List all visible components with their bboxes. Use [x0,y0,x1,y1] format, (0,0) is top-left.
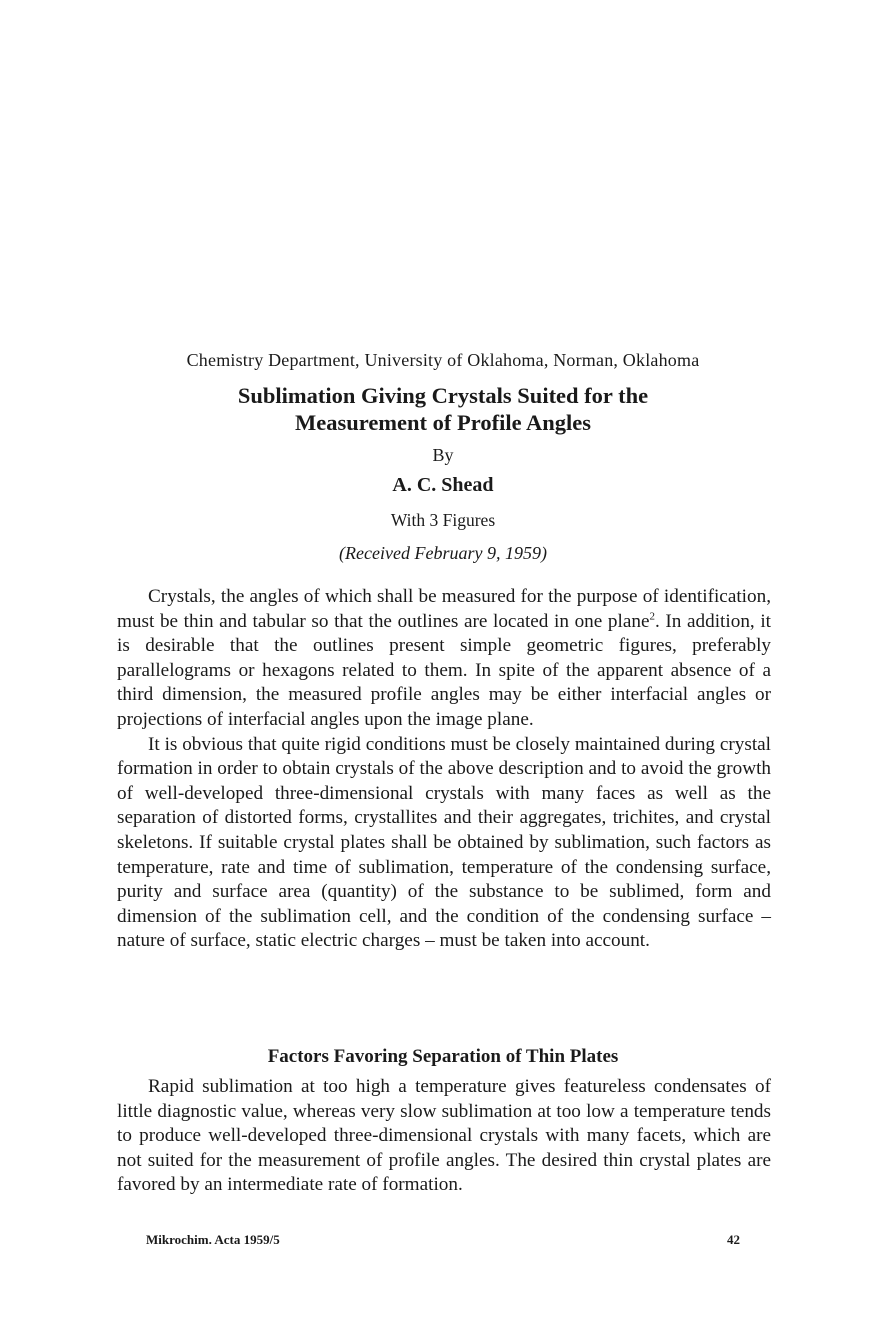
paragraph-1 [117,585,771,733]
journal-citation: Mikrochim. Acta 1959/5 [146,1232,280,1247]
body-block-section [117,1075,771,1198]
figures-note: With 3 Figures [390,510,496,530]
paper-title-line-1: Sublimation Giving Crystals Suited for the [237,383,649,408]
page-number: 42 [727,1232,740,1247]
section-heading: Factors Favoring Separation of Thin Plates [267,1046,619,1067]
by-line: By [432,445,454,465]
paper-title-line-2: Measurement of Profile Angles [295,410,591,435]
author-name: A. C. Shead [392,474,494,496]
paragraph-3: Rapid sublimation at too high a temperature gives featureless condensates of little diagnostic value, whereas very slow sublimation at too low a temperature tends to produce well-developed three-dimensional crystals with many facets, which are not suited for the measurement of profile angles. The desired thin crystal plates are favored by an intermediate rate of formation. [117,1076,771,1196]
body-block-intro [117,585,771,954]
footnote-reference: 2 [649,610,655,623]
received-date: (Received February 9, 1959) [339,543,547,563]
paragraph-1-text-a: Crystals, the angles of which shall be measured for the purpose of identification, must be thin and tabular so that the outlines are located in one plane [117,586,771,632]
author-affiliation: Chemistry Department, University of Oklahoma, Norman, Oklahoma [186,350,700,370]
paper-title [0,382,886,436]
paragraph-2: It is obvious that quite rigid conditions must be closely maintained during crystal formation in order to obtain crystals of the above description and to avoid the growth of well-developed three-dimensional crystals with many faces as well as the separation of distorted forms, crystallites and their aggregates, trichites, and crystal skeletons. If suitable crystal plates shall be obtained by sublimation, such factors as temperature, rate and time of sublimation, temperature of the condensing surface, purity and surface area (quantity) of the substance to be sublimed, form and dimension of the sublimation cell, and the condition of the condensing surface – nature of surface, static electric charges – must be taken into account. [117,733,771,952]
paragraph-1-text-b: . In addition, it is desirable that the outlines present simple geometric figures, preferably parallelograms or hexagons related to them. In spite of the apparent absence of a third dimension, the measured profile angles may be either interfacial angles or projections of interfacial angles upon the image plane. [117,610,771,730]
